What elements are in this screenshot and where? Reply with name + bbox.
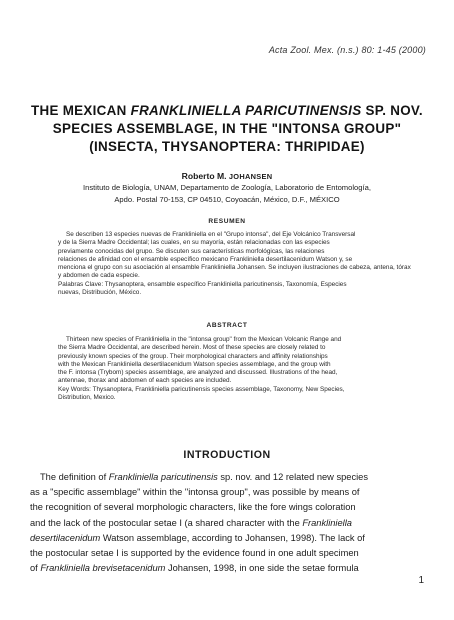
intro-line: of Frankliniella brevisetacenidum Johansen, 1998, in one side the setae formula xyxy=(30,563,359,574)
title-species-name: FRANKLINIELLA PARICUTINENSIS xyxy=(130,103,362,118)
resumen-line: Se describen 13 especies nuevas de Frankliniella en el "Grupo intonsa", del Eje Volcánico Transversal xyxy=(66,231,356,238)
intro-line: desertilacenidum Watson assemblage, according to Johansen, 1998). The lack of xyxy=(30,532,365,543)
journal-citation: Acta Zool. Mex. (n.s.) 80: 1-45 (2000) xyxy=(268,45,426,55)
resumen-line: previamente conocidas del grupo. Se discuten sus características morfológicas, las relaciones xyxy=(58,247,325,255)
abstract-body xyxy=(58,336,414,402)
title-line-1: THE MEXICAN FRANKLINIELLA PARICUTINENSIS SP. NOV. xyxy=(31,103,423,118)
resumen-line: menciona el grupo con su asociación al ensamble Frankliniella Johansen. Se incluyen ilustraciones de cabeza, antena, tórax xyxy=(58,264,411,272)
resumen-keywords: Palabras Clave: Thysanoptera, ensamble específico Frankliniella paricutinensis, Taxonomía, Especies xyxy=(58,280,347,288)
intro-line: and the lack of the postocular setae I (a shared character with the Frankliniella xyxy=(30,517,352,528)
author-name: Roberto M. JOHANSEN xyxy=(181,171,273,181)
resumen-heading: RESUMEN xyxy=(208,218,246,225)
resumen-body xyxy=(58,231,414,297)
title-line-2: SPECIES ASSEMBLAGE, IN THE "INTONSA GROUP" xyxy=(52,121,402,136)
abstract-line: previously known species of the group. Their morphological characters and affinity relationships xyxy=(58,352,328,360)
introduction-body xyxy=(30,470,428,576)
abstract-heading: ABSTRACT xyxy=(206,322,248,329)
abstract-line: the Sierra Madre Occidental, are described herein. Most of these species are closely related to xyxy=(58,344,326,352)
resumen-line: y de la Sierra Madre Occidental; las cuales, en su mayoría, están relacionadas con las especies xyxy=(58,239,330,247)
abstract-line: the F. intonsa (Trybom) species assemblage, are analyzed and discussed. Illustrations of the head, xyxy=(58,369,338,377)
abstract-line: Distribution, Mexico. xyxy=(58,394,116,402)
title-line-3: (INSECTA, THYSANOPTERA: THRIPIDAE) xyxy=(89,139,365,154)
intro-line: the postocular setae I is supported by the evidence found in one adult specimen xyxy=(30,548,359,559)
page-number: 1 xyxy=(418,575,424,586)
abstract-line: with the Mexican Frankliniella desertilacenidum Watson species assemblage, and the group with xyxy=(58,360,331,368)
author-affiliation: Instituto de Biología, UNAM, Departamento de Zoología, Laboratorio de Entomología, Apdo. Postal 70-153, CP 04510, Coyoacán, México, D.F., MÉXICO xyxy=(83,183,371,204)
resumen-line: y abdomen de cada especie. xyxy=(58,272,140,280)
introduction-heading: INTRODUCTION xyxy=(183,449,271,461)
intro-line: the recognition of several morphologic characters, like the fore wings coloration xyxy=(30,502,356,513)
resumen-line: relaciones de afinidad con el ensamble específico mexicano Frankliniella desertilacenidum Watson y, se xyxy=(58,255,353,263)
resumen-line: nuevas, Distribución, México. xyxy=(58,289,142,297)
intro-line: The definition of Frankliniella paricutinensis sp. nov. and 12 related new species xyxy=(40,472,369,482)
abstract-keywords: Key Words: Thysanoptera, Frankliniella paricutinensis species assemblage, Taxonomy, New Species, xyxy=(58,385,345,393)
abstract-line: Thirteen new species of Frankliniella in the "intonsa group" from the Mexican Volcanic Range and xyxy=(66,336,342,343)
abstract-line: antennae, thorax and abdomen of each species are included. xyxy=(58,377,232,385)
paper-title xyxy=(20,102,434,156)
intro-line: as a "specific assemblage" within the "intonsa group", was possible by means of xyxy=(30,487,360,498)
